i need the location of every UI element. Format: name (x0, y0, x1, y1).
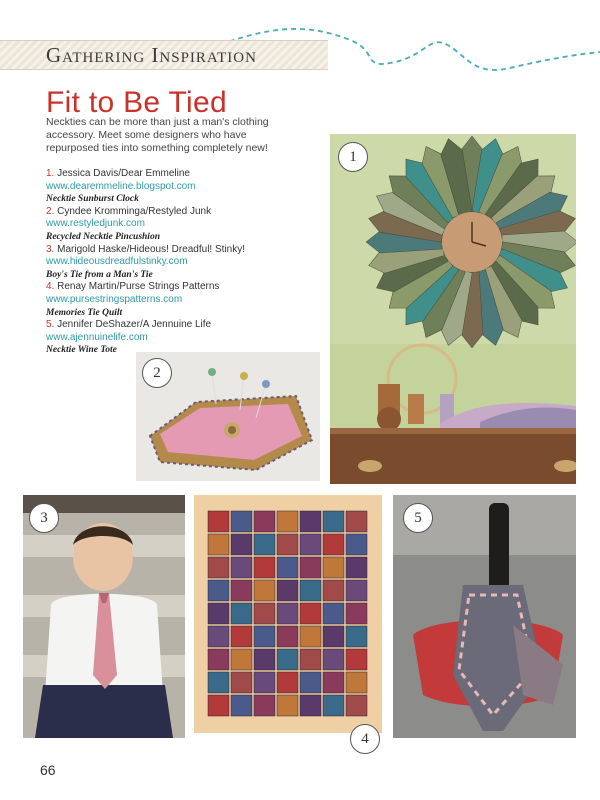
page-number: 66 (40, 762, 56, 778)
designer-list (46, 168, 306, 357)
photo-tie-quilt (194, 495, 382, 733)
photo-badge: 2 (142, 358, 172, 388)
item-number: 5. (46, 319, 55, 331)
item-project: Necktie Wine Tote (46, 345, 117, 356)
photo-wine-tote (393, 495, 576, 738)
item-number: 3. (46, 243, 55, 255)
photo-badge: 5 (403, 503, 433, 533)
item-link[interactable]: www.pursestringspatterns.com (46, 293, 183, 305)
article-title: Fit to Be Tied (46, 86, 227, 119)
item-project: Memories Tie Quilt (46, 307, 123, 318)
item-link[interactable]: www.ajennuinelife.com (46, 331, 148, 343)
photo-necktie-clock (330, 134, 576, 484)
item-number: 1. (46, 168, 55, 179)
item-project: Necktie Sunburst Clock (46, 194, 139, 205)
photo-badge: 3 (29, 503, 59, 533)
section-title: Gathering Inspiration (46, 43, 257, 67)
item-designer: Marigold Haske/Hideous! Dreadful! Stinky! (57, 243, 245, 255)
item-project: Boy's Tie from a Man's Tie (46, 269, 153, 280)
list-item (46, 206, 306, 244)
item-designer: Jennifer DeShazer/A Jennuine Life (57, 319, 212, 331)
item-designer: Jessica Davis/Dear Emmeline (57, 168, 190, 179)
list-item (46, 168, 306, 206)
photo-boy-tie (23, 495, 185, 738)
item-number: 4. (46, 281, 55, 293)
item-designer: Renay Martin/Purse Strings Patterns (57, 281, 220, 293)
item-link[interactable]: www.dearemmeline.blogspot.com (46, 180, 196, 192)
item-link[interactable]: www.restyledjunk.com (46, 218, 145, 230)
list-item (46, 281, 306, 319)
list-item (46, 244, 306, 282)
item-link[interactable]: www.hideousdreadfulstinky.com (46, 256, 188, 268)
article-intro: Neckties can be more than just a man's clothing accessory. Meet some designers who have repurposed ties into something completely new! (46, 116, 269, 154)
photo-badge: 1 (338, 142, 368, 172)
item-project: Recycled Necktie Pincushion (46, 231, 160, 242)
photo-badge: 4 (350, 724, 380, 754)
photo-pincushion (136, 352, 320, 481)
item-number: 2. (46, 205, 55, 217)
item-designer: Cyndee Kromminga/Restyled Junk (57, 205, 212, 217)
